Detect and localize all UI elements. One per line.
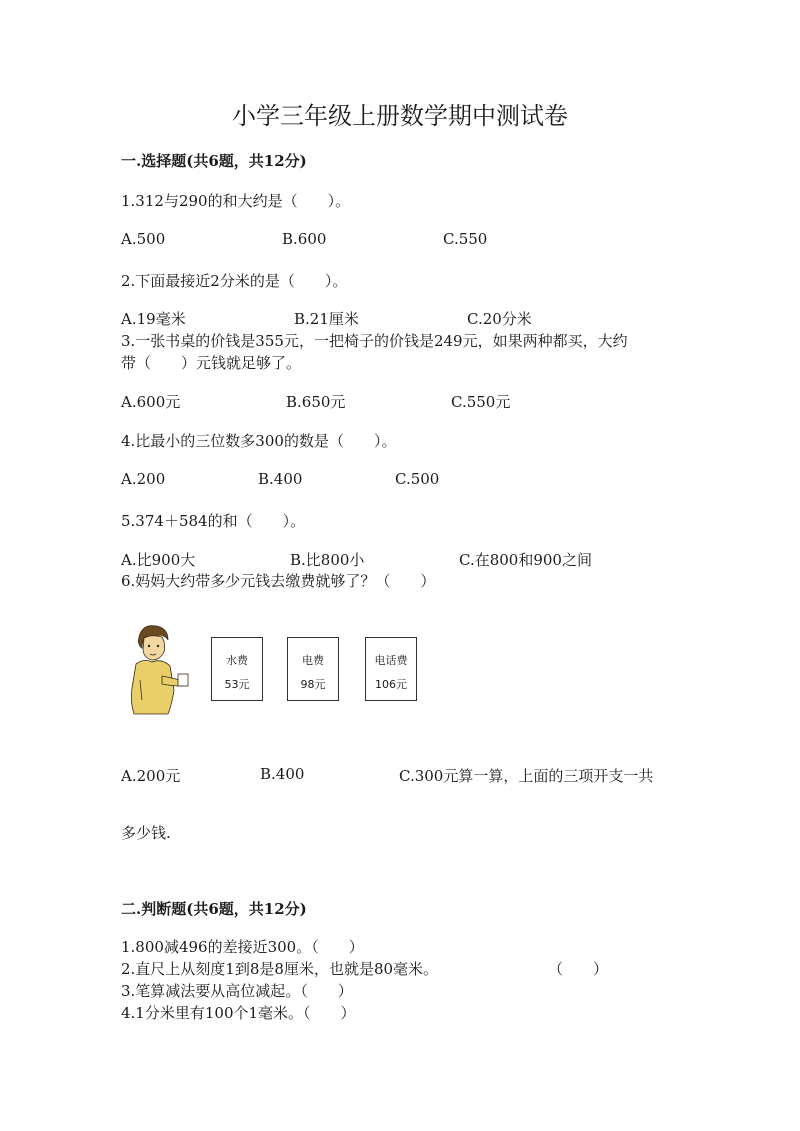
q2-option-b: B.21厘米 [294,310,359,328]
q5-option-c: C.在800和900之间 [459,551,592,569]
question-3-line-2: 带（ ）元钱就足够了。 [121,354,302,372]
q6-option-a: A.200元 [121,767,181,785]
page-title: 小学三年级上册数学期中测试卷 [232,102,568,130]
section-heading-judgement: 二.判断题(共6题，共12分) [121,900,307,918]
q6-option-c: C.300元算一算，上面的三项开支一共 [399,767,654,785]
judgement-item-2-paren: （ ） [548,960,609,978]
woman-illustration [122,624,192,716]
question-4: 4.比最小的三位数多300的数是（ ）。 [121,432,397,450]
q5-option-b: B.比800小 [290,551,365,569]
fee-card-phone [365,637,417,701]
question-2: 2.下面最接近2分米的是（ ）。 [121,272,348,290]
judgement-item-1: 1.800减496的差接近300。（ ） [121,938,364,956]
q3-option-b: B.650元 [286,393,346,411]
q1-option-a: A.500 [121,230,166,248]
question-6: 6.妈妈大约带多少元钱去缴费就够了？（ ） [121,572,436,590]
fee-card-amount: 106元 [375,678,407,691]
question-1: 1.312与290的和大约是（ ）。 [121,192,351,210]
fee-card-label: 电话费 [374,654,408,667]
judgement-item-3: 3.笔算减法要从高位减起。（ ） [121,982,353,1000]
q4-option-c: C.500 [395,470,440,488]
q3-option-c: C.550元 [451,393,511,411]
q2-option-c: C.20分米 [467,310,532,328]
q1-option-c: C.550 [443,230,488,248]
q6-option-b: B.400 [260,765,305,783]
fee-card-label: 水费 [226,654,248,667]
q4-option-a: A.200 [121,470,166,488]
q2-option-a: A.19毫米 [121,310,186,328]
q1-option-b: B.600 [282,230,327,248]
fee-card-label: 电费 [302,654,324,667]
fee-card-water [211,637,263,701]
q5-option-a: A.比900大 [121,551,196,569]
q3-option-a: A.600元 [121,393,181,411]
question-5: 5.374＋584的和（ ）。 [121,512,306,530]
q6-continuation: 多少钱. [121,824,171,842]
fee-card-amount: 98元 [300,678,326,691]
judgement-item-4: 4.1分米里有100个1毫米。（ ） [121,1004,356,1022]
q4-option-b: B.400 [258,470,303,488]
question-3-line-1: 3.一张书桌的价钱是355元，一把椅子的价钱是249元，如果两种都买，大约 [121,332,628,350]
judgement-item-2: 2.直尺上从刻度1到8是8厘米，也就是80毫米。 [121,960,439,978]
fee-card-amount: 53元 [224,678,250,691]
fee-card-electricity [287,637,339,701]
section-heading-choice: 一.选择题(共6题，共12分) [121,152,307,170]
